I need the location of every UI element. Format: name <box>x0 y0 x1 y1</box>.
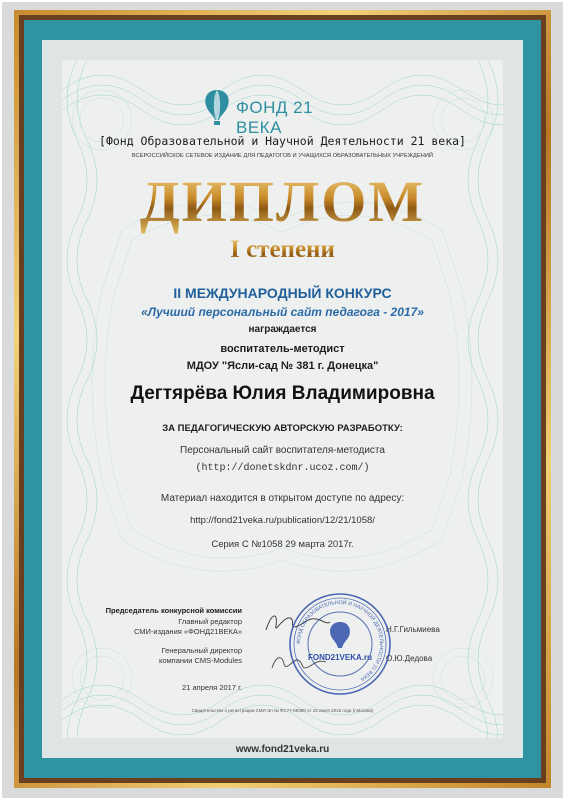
organization-subtitle: ВСЕРОССИЙСКОЕ СЕТЕВОЕ ИЗДАНИЕ ДЛЯ ПЕДАГОГОВ И УЧАЩИХСЯ ОБРАЗОВАТЕЛЬНЫХ УЧРЕЖДЕНИЙ <box>131 153 434 159</box>
access-url: http://fond21veka.ru/publication/12/21/1058/ <box>190 515 375 526</box>
director-title-line1: Генеральный директор <box>161 646 242 655</box>
contest-name: «Лучший персональный сайт педагога - 2017» <box>141 305 424 319</box>
award-reason: ЗА ПЕДАГОГИЧЕСКУЮ АВТОРСКУЮ РАЗРАБОТКУ: <box>162 423 403 434</box>
balloon-icon <box>202 88 232 126</box>
work-url: (http://donetskdnr.ucoz.com/) <box>195 463 370 474</box>
logo <box>202 88 362 137</box>
organization-name: [Фонд Образовательной и Научной Деятельности 21 века] <box>99 134 466 148</box>
chair-label: Председатель конкурсной комиссии <box>105 606 242 615</box>
director-title-line2: компании CMS-Modules <box>158 656 242 665</box>
signing-date: 21 апреля 2017 г. <box>182 683 242 692</box>
registration-note: Свидетельство о регистрации СМИ Эл № ФС77-68380 от 22 июля 2015 года (г.Москва) <box>191 708 374 713</box>
logo-text: ФОНД 21 ВЕКА <box>236 98 314 137</box>
recipient-institution: МДОУ "Ясли-сад № 381 г. Донецка" <box>186 360 379 372</box>
editor-title-line2: СМИ-издания «ФОНД21ВЕКА» <box>133 627 242 636</box>
official-seal <box>286 590 394 698</box>
recipient-position: воспитатель-методист <box>220 343 345 355</box>
awarded-label: награждается <box>248 324 317 335</box>
diploma-title: ДИПЛОМ <box>0 168 565 235</box>
diploma-degree: I степени <box>0 236 565 264</box>
footer-site-url: www.fond21veka.ru <box>235 744 330 755</box>
work-title: Персональный сайт воспитателя-методиста <box>180 445 385 456</box>
series-number: Серия С №1058 29 марта 2017г. <box>211 539 354 550</box>
access-text: Материал находится в открытом доступе по адресу: <box>160 493 405 504</box>
editor-title-line1: Главный редактор <box>178 617 242 626</box>
seal-center-text: FOND21VEKA.ru <box>307 653 373 662</box>
recipient-name: Дегтярёва Юлия Владимировна <box>130 383 435 404</box>
director-name: О.Ю.Дедова <box>386 654 433 663</box>
contest-title: II МЕЖДУНАРОДНЫЙ КОНКУРС <box>173 285 392 301</box>
seal-ring-text: ФОНД ОБРАЗОВАТЕЛЬНОЙ И НАУЧНОЙ ДЕЯТЕЛЬНОСТИ 21 ВЕКА <box>295 599 385 682</box>
editor-name: Н.Г.Гильмиева <box>386 625 440 634</box>
